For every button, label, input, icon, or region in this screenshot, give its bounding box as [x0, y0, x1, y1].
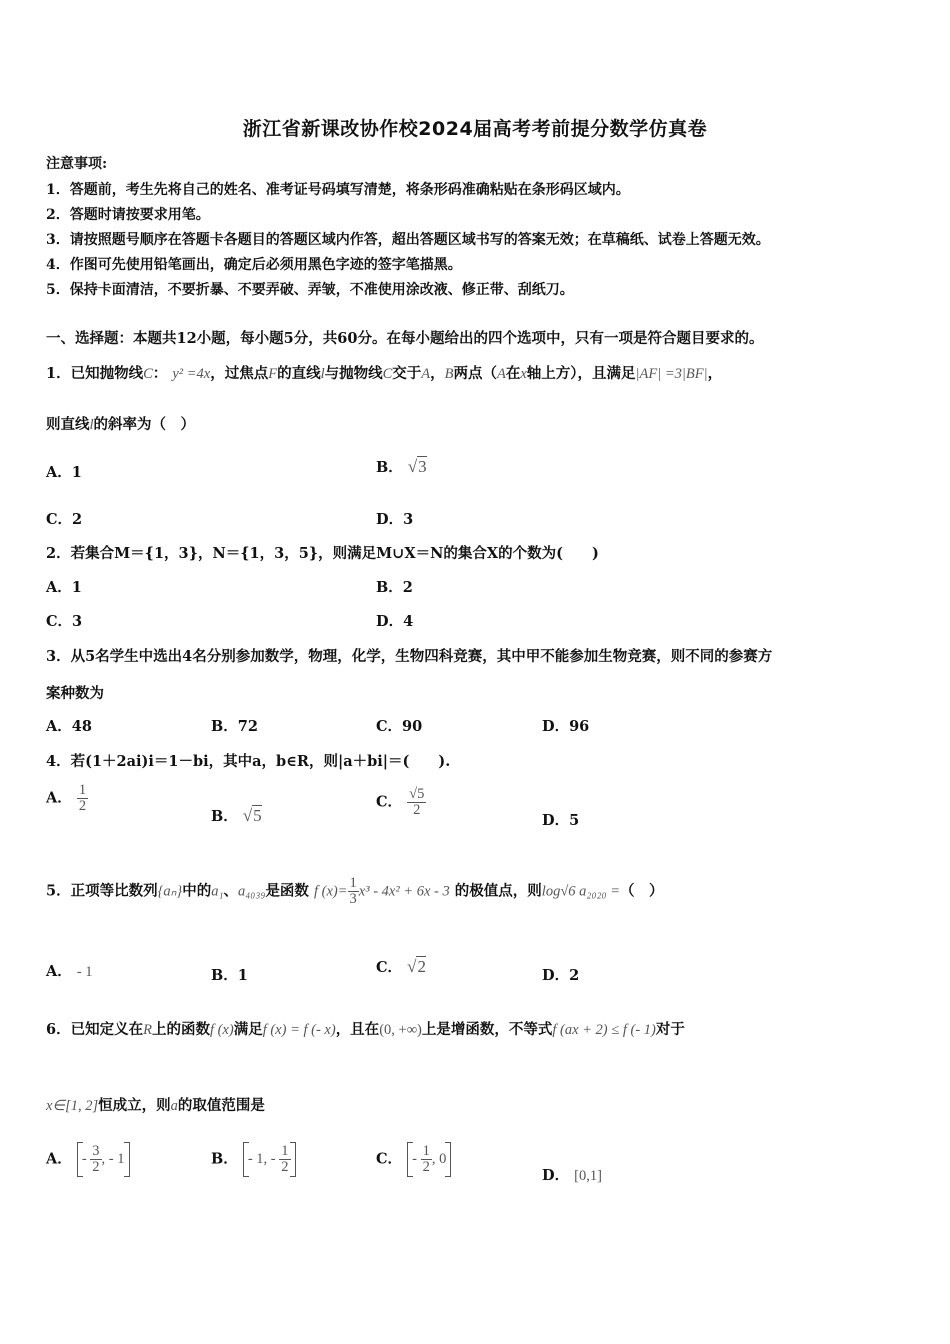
q1-text: ，过焦点: [210, 365, 269, 382]
option-label: A．: [46, 789, 72, 807]
q5-option-c[interactable]: [376, 956, 426, 977]
q4-option-b[interactable]: [211, 805, 262, 826]
q1-equation: y² =4x: [172, 366, 211, 382]
option-label: C．: [376, 959, 403, 976]
q5-option-b[interactable]: B．1: [211, 967, 248, 984]
q1-option-b[interactable]: [376, 456, 427, 477]
question-1-stem: [46, 362, 722, 383]
q1-text: ：: [152, 365, 168, 382]
q3-option-b[interactable]: B．72: [211, 718, 258, 735]
note-item: 2．答题时请按要求用笔。: [46, 207, 210, 223]
q1-text: ，: [430, 365, 445, 382]
q1-text: 交于: [392, 365, 422, 382]
q2-option-a[interactable]: A．1: [46, 579, 82, 596]
option-label: B．: [211, 808, 238, 825]
q1-math: A: [421, 366, 431, 382]
q1-math: F: [268, 366, 278, 382]
note-item: 4．作图可先使用铅笔画出，确定后必须用黑色字迹的签字笔描黑。: [46, 257, 462, 273]
q2-option-b[interactable]: B．2: [376, 579, 413, 596]
q1-option-a[interactable]: A．1: [46, 464, 82, 481]
q6-text: ，且在: [335, 1021, 380, 1038]
q1-option-d[interactable]: D．3: [376, 511, 414, 528]
interval-text: - 1, -: [247, 1151, 280, 1168]
q1-text: 的直线: [277, 365, 321, 382]
option-label: A．: [46, 1150, 72, 1168]
q4-option-d[interactable]: D．5: [542, 812, 580, 829]
q6-inequality: f (ax + 2) ≤ f (- 1): [552, 1022, 656, 1038]
interval-bracket: [77, 1142, 130, 1177]
q6-text: 对于: [655, 1021, 685, 1038]
denominator: 2: [78, 798, 87, 815]
q1-text: 则直线: [46, 416, 90, 433]
fraction: [421, 1144, 432, 1175]
fraction: [348, 876, 359, 907]
note-item: 1．答题前，考生先将自己的姓名、准考证号码填写清楚，将条形码准确粘贴在条形码区域内。: [46, 182, 630, 198]
q5-text: 的极值点，则: [454, 882, 542, 900]
denominator: 2: [281, 1159, 289, 1176]
numerator: 1: [349, 875, 357, 891]
q6-text: 6．已知定义在: [46, 1021, 144, 1038]
option-value: [0,1]: [574, 1168, 602, 1184]
q6-text: 恒成立，则: [98, 1097, 171, 1114]
numerator: √5: [409, 786, 425, 802]
fraction: [90, 1144, 101, 1175]
question-4-stem: 4．若(1＋2ai)i＝1－bi，其中a，b∈R，则|a＋bi|＝( ).: [46, 753, 451, 770]
option-label: B．: [376, 459, 403, 476]
question-6-stem: [46, 1018, 685, 1039]
notes-heading: 注意事项:: [46, 156, 108, 172]
q4-option-c[interactable]: [376, 787, 426, 818]
q1-text: 两点（: [453, 365, 497, 382]
q1-text: ，: [707, 365, 723, 382]
q6-option-c[interactable]: [376, 1142, 451, 1177]
q1-math: l: [320, 366, 325, 382]
q5-text: 中的: [182, 882, 212, 900]
fraction: [77, 783, 88, 814]
q5-function: x³ - 4x² + 6x - 3: [358, 883, 450, 900]
q6-domain: x∈[1, 2]: [46, 1098, 99, 1114]
radicand: 5: [253, 806, 262, 825]
q1-text: 轴上方），且满足: [526, 365, 636, 382]
question-5-stem: [46, 876, 663, 907]
interval-text: -: [81, 1151, 91, 1168]
q1-condition: |AF| =3|BF|: [635, 366, 708, 382]
denominator: 3: [349, 891, 357, 908]
q3-option-d[interactable]: D．96: [542, 718, 590, 735]
radicand: 3: [418, 457, 427, 476]
q6-interval: (0, +∞): [379, 1022, 422, 1038]
q6-text: 满足: [233, 1021, 263, 1038]
q2-option-c[interactable]: C．3: [46, 613, 83, 630]
q5-function: f (x)=: [314, 883, 348, 900]
question-3-line2: 案种数为: [46, 685, 104, 702]
interval-text: , 0: [431, 1151, 447, 1168]
option-label: C．: [376, 1150, 403, 1168]
q1-text: 1．已知抛物线: [46, 365, 144, 382]
q3-option-a[interactable]: A．48: [46, 718, 92, 735]
denominator: 2: [92, 1159, 100, 1176]
q1-math: A: [497, 366, 506, 382]
q6-option-b[interactable]: [211, 1142, 296, 1177]
question-1-line2: [46, 413, 195, 434]
q6-math: f (x): [209, 1022, 234, 1038]
q2-option-d[interactable]: D．4: [376, 613, 414, 630]
sqrt-expression: √2: [407, 957, 426, 976]
numerator: 3: [92, 1143, 100, 1159]
q1-option-c[interactable]: C．2: [46, 511, 83, 528]
sqrt-expression: √3: [407, 457, 427, 476]
q5-option-a[interactable]: [46, 960, 93, 981]
note-item: 5．保持卡面清洁，不要折暴、不要弄破、弄皱，不准使用涂改液、修正带、刮纸刀。: [46, 282, 574, 298]
option-label: D．: [542, 1167, 570, 1184]
q5-math: a₄₀₃₉: [238, 883, 266, 900]
q5-option-d[interactable]: D．2: [542, 967, 580, 984]
option-label: A．: [46, 963, 72, 980]
q4-option-a[interactable]: [46, 783, 88, 814]
q6-math: f (x) = f (- x): [262, 1022, 336, 1038]
q3-option-c[interactable]: C．90: [376, 718, 423, 735]
q1-math: C: [143, 366, 153, 382]
page-title: 浙江省新课改协作校2024届高考考前提分数学仿真卷: [242, 118, 708, 140]
q5-sequence: {aₙ}: [157, 883, 183, 900]
section-heading: 一、选择题：本题共12小题，每小题5分，共60分。在每小题给出的四个选项中，只有一项是符合题目要求的。: [46, 330, 764, 347]
radicand: 2: [417, 957, 426, 976]
interval-bracket: [407, 1142, 451, 1177]
q5-math: a₁: [211, 883, 224, 900]
denominator: 2: [413, 802, 421, 819]
numerator: 1: [78, 782, 87, 798]
question-6-line2: [46, 1094, 265, 1115]
numerator: 1: [281, 1143, 289, 1159]
q5-text: 、: [223, 882, 239, 900]
q6-text: 上是增函数，不等式: [421, 1021, 553, 1038]
q5-text: 5．正项等比数列: [46, 882, 158, 900]
note-item: 3．请按照题号顺序在答题卡各题目的答题区域内作答，超出答题区域书写的答案无效；在草稿纸、试卷上答题无效。: [46, 232, 770, 248]
q1-math: l: [89, 417, 94, 433]
q1-math: C: [382, 366, 393, 382]
fraction: [279, 1144, 290, 1175]
option-label: C．: [376, 793, 403, 811]
interval-text: , - 1: [101, 1151, 125, 1168]
q1-text: 的斜率为（ ）: [93, 416, 196, 433]
q5-text: （ ）: [619, 882, 664, 900]
option-label: B．: [211, 1150, 238, 1168]
q6-math: a: [170, 1098, 178, 1114]
q1-math: x: [520, 366, 527, 382]
q6-option-d[interactable]: [542, 1164, 602, 1185]
q6-option-a[interactable]: [46, 1142, 130, 1177]
q6-math: R: [143, 1022, 152, 1038]
q5-log: log√6 a₂₀₂₀ =: [541, 883, 620, 900]
fraction: [407, 787, 426, 818]
q5-text: 是函数: [265, 882, 309, 900]
denominator: 2: [422, 1159, 430, 1176]
q6-text: 上的函数: [151, 1021, 210, 1038]
q1-text: 与抛物线: [324, 365, 383, 382]
option-value: - 1: [76, 964, 93, 980]
question-3-stem: 3．从5名学生中选出4名分别参加数学，物理，化学，生物四科竞赛，其中甲不能参加生物竞赛，则不同的参赛方: [46, 648, 773, 665]
sqrt-expression: √5: [242, 806, 262, 825]
numerator: 1: [422, 1143, 430, 1159]
q6-text: 的取值范围是: [177, 1097, 265, 1114]
question-2-stem: 2．若集合M＝{1，3}，N＝{1，3，5}，则满足M∪X＝N的集合X的个数为( ): [46, 545, 599, 562]
q1-math: B: [444, 366, 454, 382]
interval-text: -: [412, 1151, 421, 1168]
interval-bracket: [243, 1142, 296, 1177]
q1-text: 在: [505, 365, 521, 382]
